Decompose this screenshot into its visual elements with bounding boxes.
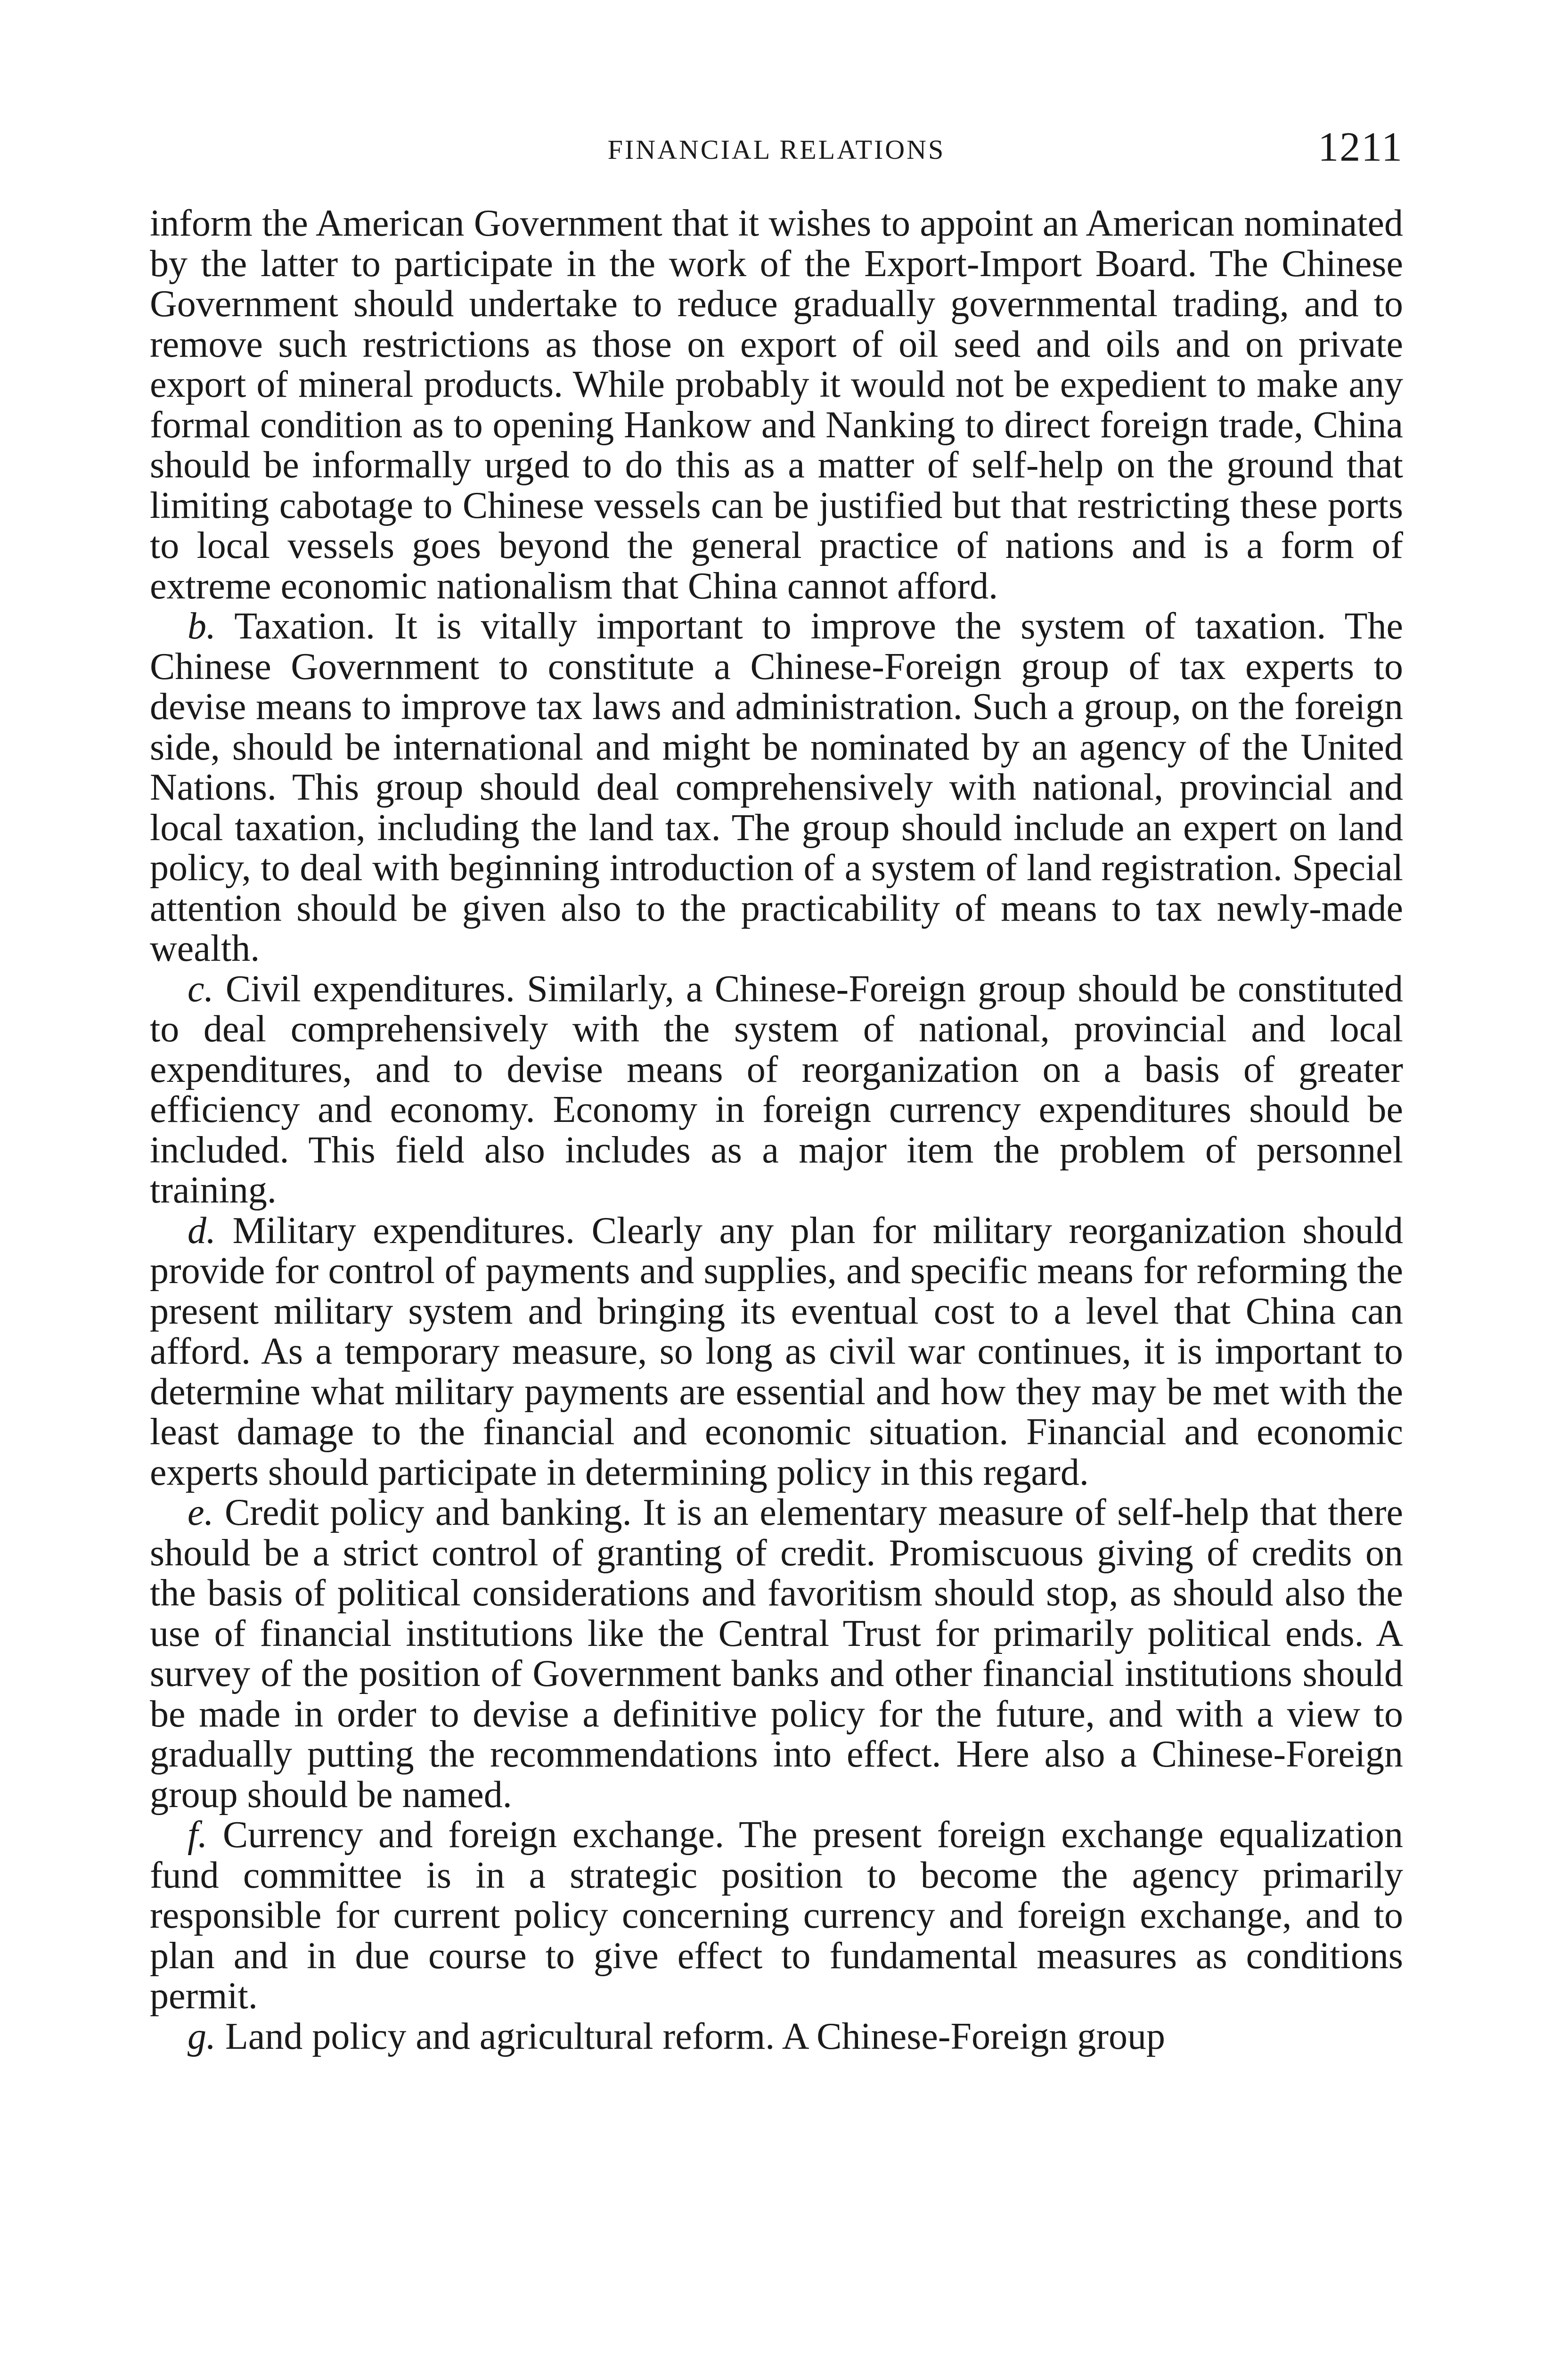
paragraph-marker: c. bbox=[188, 968, 214, 1010]
paragraph-text: Currency and foreign exchange. The present foreign exchange equalization fund committee is in a strategic position to become the agency primarily responsible for current policy concerning currency and foreign exchange, and to plan and in due course to give effect to fundamental measures as conditions permit. bbox=[150, 1814, 1403, 2017]
paragraph-text: Civil expenditures. Similarly, a Chinese-Foreign group should be constituted to deal comprehensively with the system of national, provincial and local expenditures, and to devise means of reorganization on a basis of greater efficiency and economy. Economy in foreign currency expenditures should be included. This field also includes as a major item the problem of personnel training. bbox=[150, 968, 1403, 1211]
paragraph-marker: f. bbox=[188, 1814, 208, 1856]
paragraph-currency-exchange bbox=[150, 1815, 1403, 2017]
page-number: 1211 bbox=[1318, 124, 1403, 170]
paragraph-text: inform the American Government that it wishes to appoint an American nominated by the latter to participate in the work of the Export-Import Board. The Chinese Government should undertake to reduce gradually governmental trading, and to remove such restrictions as those on export of oil seed and oils and on private export of mineral products. While probably it would not be expedient to make any formal condition as to opening Hankow and Nanking to direct foreign trade, China should be informally urged to do this as a matter of self-help on the ground that limiting cabotage to Chinese vessels can be justified but that restricting these ports to local vessels goes beyond the general practice of nations and is a form of extreme economic nationalism that China cannot afford. bbox=[150, 203, 1403, 607]
paragraph-text: Military expenditures. Clearly any plan for military reorganization should provide for control of payments and supplies, and specific means for reforming the present military system and bringing its eventual cost to a level that China can afford. As a temporary measure, so long as civil war continues, it is important to determine what military payments are essential and how they may be met with the least damage to the financial and economic situation. Financial and economic experts should participate in determining policy in this regard. bbox=[150, 1210, 1403, 1493]
paragraph-text: Credit policy and banking. It is an elementary measure of self-help that there should be a strict control of granting of credit. Promiscuous giving of credits on the basis of political considerations and favoritism should stop, as should also the use of financial institutions like the Central Trust for primarily political ends. A survey of the position of Government banks and other financial institutions should be made in order to devise a definitive policy for the future, and with a view to gradually putting the recommendations into effect. Here also a Chinese-Foreign group should be named. bbox=[150, 1492, 1403, 1816]
paragraph-continuation bbox=[150, 204, 1403, 606]
paragraph-civil-expenditures bbox=[150, 969, 1403, 1211]
paragraph-credit-policy bbox=[150, 1493, 1403, 1815]
paragraph-text: Land policy and agricultural reform. A Chinese-Foreign group bbox=[216, 2015, 1166, 2057]
paragraph-marker: d. bbox=[188, 1210, 216, 1252]
paragraph-taxation bbox=[150, 606, 1403, 969]
paragraph-marker: b. bbox=[188, 605, 216, 647]
body-text bbox=[150, 204, 1403, 2057]
paragraph-text: Taxation. It is vitally important to improve the system of taxation. The Chinese Government to constitute a Chinese-Foreign group of tax experts to devise means to improve tax laws and administration. Such a group, on the foreign side, should be international and might be nominated by an agency of the United Nations. This group should deal comprehensively with national, provincial and local taxation, including the land tax. The group should include an expert on land policy, to deal with beginning introduction of a system of land registration. Special attention should be given also to the practicability of means to tax newly-made wealth. bbox=[150, 605, 1403, 969]
paragraph-marker: g. bbox=[188, 2015, 216, 2057]
running-title: FINANCIAL RELATIONS bbox=[607, 134, 946, 165]
running-header bbox=[150, 123, 1403, 175]
paragraph-marker: e. bbox=[188, 1492, 214, 1533]
paragraph-military-expenditures bbox=[150, 1211, 1403, 1493]
paragraph-land-policy bbox=[150, 2017, 1403, 2057]
